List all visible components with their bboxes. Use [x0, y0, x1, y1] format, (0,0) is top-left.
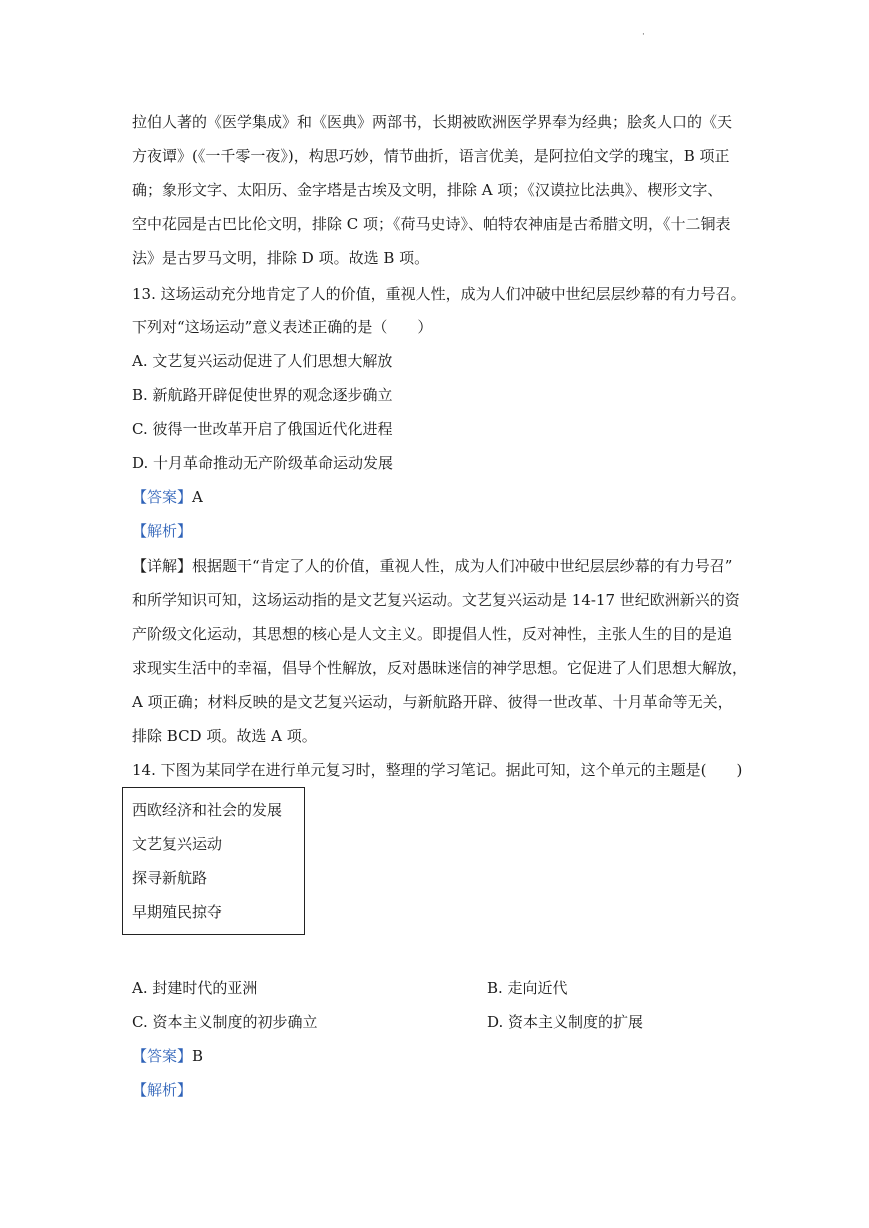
q14-option-d: D. 资本主义制度的扩展 — [487, 1013, 644, 1031]
q14-option-c: C. 资本主义制度的初步确立 — [132, 1013, 318, 1031]
analysis-tag: 【解析】 — [132, 1081, 193, 1099]
note-item: 文艺复兴运动 — [132, 835, 223, 853]
q13-answer — [132, 487, 203, 507]
prev-analysis-line: 拉伯人著的《医学集成》和《医典》两部书，长期被欧洲医学界奉为经典；脍炙人口的《天 — [132, 113, 733, 131]
q14-answer — [132, 1046, 203, 1066]
header-mark: · — [642, 30, 645, 40]
prev-analysis-line: 确；象形文字、太阳历、金字塔是古埃及文明，排除 A 项；《汉谟拉比法典》、楔形文字、 — [132, 181, 723, 199]
analysis-tag: 【解析】 — [132, 522, 193, 540]
q13-stem-line: 13. 这场运动充分地肯定了人的价值，重视人性，成为人们冲破中世纪层层纱幕的有力号召。 — [132, 285, 746, 303]
q13-detail-line — [132, 556, 732, 576]
q13-detail-line: 和所学知识可知，这场运动指的是文艺复兴运动。文艺复兴运动是 14-17 世纪欧洲新兴的资 — [132, 591, 740, 609]
prev-analysis-line: 空中花园是古巴比伦文明，排除 C 项；《荷马史诗》、帕特农神庙是古希腊文明，《十二铜表 — [132, 215, 731, 233]
q14-analysis-heading — [132, 1080, 192, 1100]
detail-text: 根据题干“肯定了人的价值，重视人性，成为人们冲破中世纪层层纱幕的有力号召” — [192, 557, 733, 575]
q14-option-a: A. 封建时代的亚洲 — [132, 979, 258, 997]
q13-option-b: B. 新航路开辟促使世界的观念逐步确立 — [132, 386, 393, 404]
q13-detail-line: 产阶级文化运动，其思想的核心是人文主义。即提倡人性，反对神性，主张人生的目的是追 — [132, 625, 733, 643]
prev-analysis-line: 方夜谭》(《一千零一夜》)，构思巧妙，情节曲折，语言优美，是阿拉伯文学的瑰宝，B 项正 — [132, 147, 730, 165]
q13-option-a: A. 文艺复兴运动促进了人们思想大解放 — [132, 352, 393, 370]
q14-option-b: B. 走向近代 — [487, 979, 568, 997]
answer-value: B — [192, 1047, 204, 1065]
q13-detail-line: A 项正确；材料反映的是文艺复兴运动，与新航路开辟、彼得一世改革、十月革命等无关， — [132, 693, 733, 711]
study-notes-box — [122, 787, 305, 935]
note-item: 早期殖民掠夺 — [132, 903, 223, 921]
note-item: 探寻新航路 — [132, 869, 208, 887]
answer-tag: 【答案】 — [132, 1047, 193, 1065]
detail-tag: 【详解】 — [132, 557, 193, 575]
q13-detail-line: 求现实生活中的幸福，倡导个性解放，反对愚昧迷信的神学思想。它促进了人们思想大解放， — [132, 659, 748, 677]
q13-option-c: C. 彼得一世改革开启了俄国近代化进程 — [132, 420, 393, 438]
q13-detail-line: 排除 BCD 项。故选 A 项。 — [132, 727, 317, 745]
q13-stem-line: 下列对“这场运动”意义表述正确的是（ ） — [132, 318, 433, 336]
q14-stem: 14. 下图为某同学在进行单元复习时，整理的学习笔记。据此可知，这个单元的主题是( ) — [132, 761, 743, 779]
note-item: 西欧经济和社会的发展 — [132, 801, 283, 819]
answer-tag: 【答案】 — [132, 488, 193, 506]
answer-value: A — [192, 488, 203, 506]
q13-analysis-heading — [132, 521, 192, 541]
q13-option-d: D. 十月革命推动无产阶级革命运动发展 — [132, 454, 394, 472]
prev-analysis-line: 法》是古罗马文明，排除 D 项。故选 B 项。 — [132, 249, 430, 267]
